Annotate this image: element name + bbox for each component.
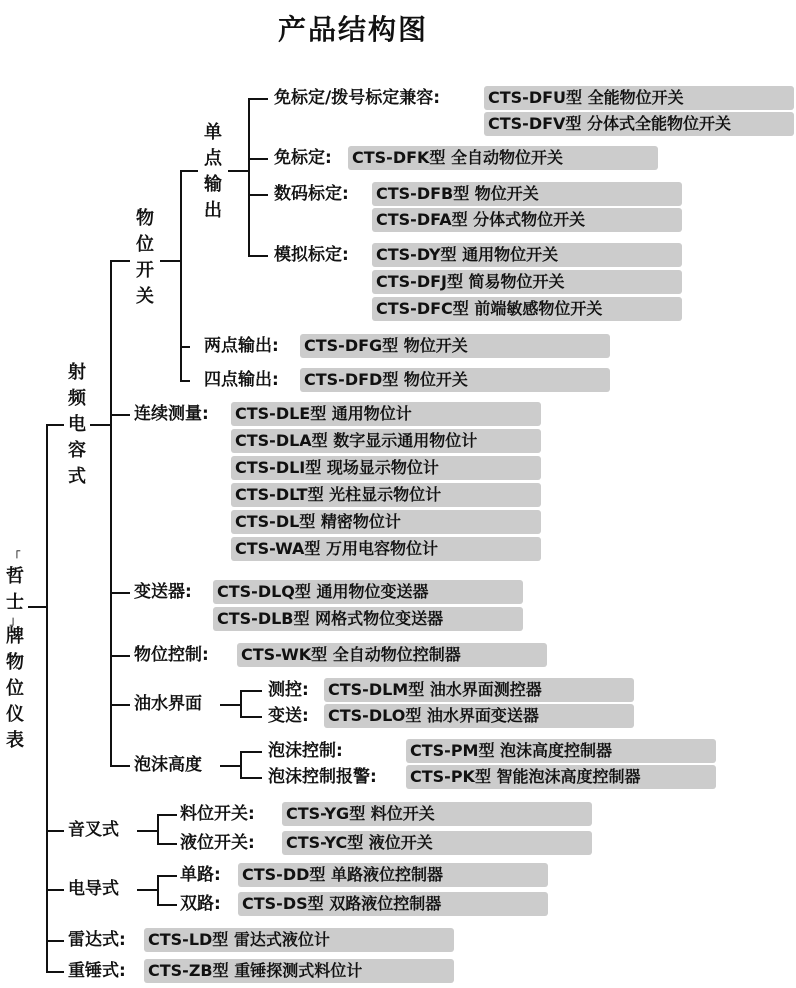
level-switch-connector (160, 260, 182, 262)
level-switch-label: 物位开关 (136, 208, 154, 307)
model-dfd: CTS-DFD型 物位开关 (300, 368, 610, 392)
radar-label: 雷达式: (68, 930, 126, 950)
model-dlb: CTS-DLB型 网格式物位变送器 (213, 607, 523, 631)
branch-free (248, 158, 268, 160)
model-dfb: CTS-DFB型 物位开关 (372, 182, 682, 206)
conductive-connector (137, 889, 159, 891)
model-yg: CTS-YG型 料位开关 (282, 802, 592, 826)
continuous-label: 连续测量: (134, 404, 209, 424)
interface-label: 油水界面 (134, 694, 202, 714)
model-wa: CTS-WA型 万用电容物位计 (231, 537, 541, 561)
branch-interface-measure (240, 690, 262, 692)
branch-liquid (157, 843, 177, 845)
branch-foam-alarm (240, 777, 262, 779)
foam-connector (220, 765, 242, 767)
model-dfj: CTS-DFJ型 简易物位开关 (372, 270, 682, 294)
analog-label: 模拟标定: (274, 245, 349, 265)
root-name-a: 哲士 (6, 566, 24, 613)
branch-radar (46, 940, 64, 942)
model-yc: CTS-YC型 液位开关 (282, 831, 592, 855)
tuning-fork-label: 音叉式 (68, 820, 119, 840)
material-switch-label: 料位开关: (180, 804, 255, 824)
branch-digital (248, 194, 268, 196)
rf-trunk (110, 260, 112, 767)
page-title: 产品结构图 (278, 13, 429, 46)
branch-dual (157, 904, 177, 906)
single-point-label: 单点输出 (204, 122, 222, 221)
tuning-fork-trunk (157, 814, 159, 845)
rf-connector (90, 424, 112, 426)
branch-analog (248, 255, 268, 257)
model-dfg: CTS-DFG型 物位开关 (300, 334, 610, 358)
dual-channel-label: 双路: (180, 894, 221, 914)
model-ds: CTS-DS型 双路液位控制器 (238, 892, 548, 916)
free-label: 免标定: (274, 148, 332, 168)
model-zb: CTS-ZB型 重锤探测式料位计 (144, 959, 454, 983)
model-dl: CTS-DL型 精密物位计 (231, 510, 541, 534)
branch-continuous (110, 414, 130, 416)
interface-transmit-label: 变送: (268, 706, 309, 726)
single-channel-label: 单路: (180, 865, 221, 885)
liquid-switch-label: 液位开关: (180, 833, 255, 853)
transmitter-label: 变送器: (134, 582, 192, 602)
rf-label: 射频电容式 (68, 362, 86, 487)
branch-tuning-fork (46, 830, 64, 832)
root-connector (28, 606, 48, 608)
foam-trunk (240, 751, 242, 779)
root-bracket-open: 「 (9, 550, 21, 563)
model-dli: CTS-DLI型 现场显示物位计 (231, 456, 541, 480)
branch-control (110, 655, 130, 657)
conductive-label: 电导式 (68, 879, 119, 899)
foam-alarm-label: 泡沫控制报警: (268, 767, 377, 787)
model-pk: CTS-PK型 智能泡沫高度控制器 (406, 765, 716, 789)
branch-interface-transmit (240, 716, 262, 718)
model-dlo: CTS-DLO型 油水界面变送器 (324, 704, 634, 728)
model-dfc: CTS-DFC型 前端敏感物位开关 (372, 297, 682, 321)
branch-hammer (46, 971, 64, 973)
single-point-connector (228, 170, 250, 172)
free-dial-label: 免标定/拨号标定兼容: (274, 88, 441, 108)
branch-interface (110, 704, 130, 706)
model-dfv: CTS-DFV型 分体式全能物位开关 (484, 112, 794, 136)
hammer-label: 重锤式: (68, 961, 126, 981)
branch-foam-control (240, 751, 262, 753)
root-bracket-close: 」 (9, 614, 21, 627)
branch-transmitter (110, 592, 130, 594)
branch-four-point (180, 380, 190, 382)
level-switch-trunk (180, 170, 182, 382)
conductive-trunk (157, 875, 159, 906)
model-dfu: CTS-DFU型 全能物位开关 (484, 86, 794, 110)
interface-connector (220, 704, 242, 706)
model-pm: CTS-PM型 泡沫高度控制器 (406, 739, 716, 763)
branch-foam (110, 765, 130, 767)
branch-level-switch (110, 260, 130, 262)
model-dy: CTS-DY型 通用物位开关 (372, 243, 682, 267)
model-dd: CTS-DD型 单路液位控制器 (238, 863, 548, 887)
model-dle: CTS-DLE型 通用物位计 (231, 402, 541, 426)
model-dla: CTS-DLA型 数字显示通用物位计 (231, 429, 541, 453)
branch-single (157, 875, 177, 877)
two-point-label: 两点输出: (204, 336, 279, 356)
single-point-trunk (248, 98, 250, 257)
branch-conductive (46, 889, 64, 891)
model-dfk: CTS-DFK型 全自动物位开关 (348, 146, 658, 170)
branch-two-point (180, 346, 190, 348)
digital-label: 数码标定: (274, 184, 349, 204)
root-name-b: 牌物位仪表 (6, 626, 24, 751)
control-label: 物位控制: (134, 645, 209, 665)
branch-rf (46, 424, 64, 426)
four-point-label: 四点输出: (204, 370, 279, 390)
foam-control-label: 泡沫控制: (268, 741, 343, 761)
model-dfa: CTS-DFA型 分体式物位开关 (372, 208, 682, 232)
interface-trunk (240, 690, 242, 718)
foam-label: 泡沫高度 (134, 755, 202, 775)
interface-measure-label: 测控: (268, 680, 309, 700)
branch-free-dial (248, 98, 268, 100)
model-dlm: CTS-DLM型 油水界面测控器 (324, 678, 634, 702)
model-ld: CTS-LD型 雷达式液位计 (144, 928, 454, 952)
model-dlq: CTS-DLQ型 通用物位变送器 (213, 580, 523, 604)
branch-single-point (180, 170, 198, 172)
tuning-fork-connector (137, 830, 159, 832)
model-wk: CTS-WK型 全自动物位控制器 (237, 643, 547, 667)
model-dlt: CTS-DLT型 光柱显示物位计 (231, 483, 541, 507)
branch-material (157, 814, 177, 816)
